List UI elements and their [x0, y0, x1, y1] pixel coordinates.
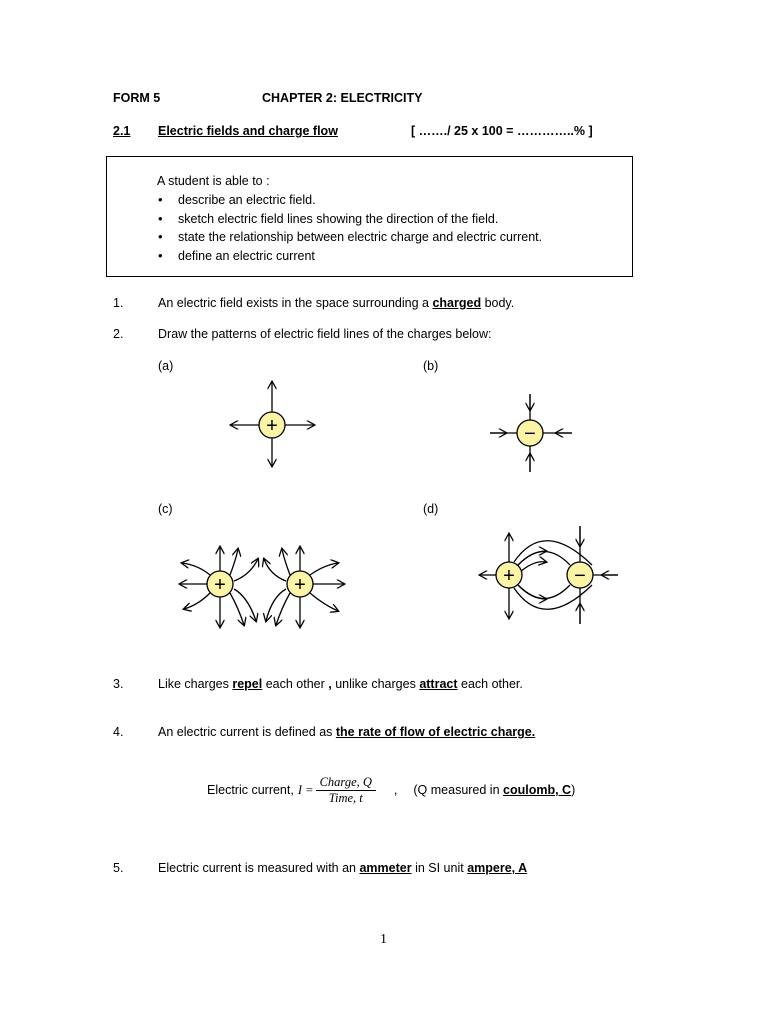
objectives-list — [157, 191, 542, 265]
objectives-box — [106, 156, 633, 277]
note-answer: coulomb, C — [503, 783, 572, 797]
objectives-intro: A student is able to : — [157, 174, 270, 188]
objective-item: • define an electric current — [157, 247, 542, 266]
current-formula — [207, 770, 575, 810]
formula-label: Electric current, — [207, 783, 294, 797]
form-label: FORM 5 — [113, 91, 161, 105]
charge-sign: − — [574, 565, 586, 587]
q4-text-pre: An electric current is defined as — [158, 725, 336, 739]
q3-text-part: each other — [262, 677, 329, 691]
q3-text-part: unlike charges — [331, 677, 420, 691]
charge-sign: + — [294, 574, 306, 596]
q4-text — [158, 725, 535, 739]
label-c: (c) — [158, 502, 173, 516]
objective-item: • state the relationship between electric charge and electric current. — [157, 228, 542, 247]
charge-sign: + — [214, 574, 226, 596]
q4-number: 4. — [113, 725, 124, 739]
diagram-b-negative-charge — [482, 388, 582, 478]
q3-comma: , — [328, 677, 332, 691]
chapter-title: CHAPTER 2: ELECTRICITY — [262, 91, 423, 105]
objective-item: • describe an electric field. — [157, 191, 542, 210]
q3-text — [158, 677, 523, 691]
formula-lhs: I = — [297, 782, 314, 797]
score-field: [ ……./ 25 x 100 = …………..% ] — [411, 124, 593, 138]
note-post: ) — [571, 783, 576, 797]
diagram-a-positive-charge — [222, 374, 322, 474]
formula-fraction — [316, 775, 376, 806]
label-a: (a) — [158, 359, 174, 373]
q3-text-part: Like charges — [158, 677, 233, 691]
q5-text-mid: in SI unit — [411, 861, 468, 875]
q5-text-pre: Electric current is measured with an — [158, 861, 360, 875]
q1-text-pre: An electric field exists in the space surrounding a — [158, 296, 433, 310]
note-pre: (Q measured in — [413, 783, 504, 797]
formula-denominator: Time, t — [328, 790, 363, 805]
formula-separator: , — [393, 783, 398, 797]
charge-sign: + — [503, 565, 515, 587]
section-number: 2.1 — [113, 124, 131, 138]
q2-number: 2. — [113, 327, 124, 341]
charge-sign: − — [524, 423, 536, 445]
q1-answer: charged — [432, 296, 482, 310]
q2-text: Draw the patterns of electric field lines of the charges below: — [158, 327, 492, 341]
q3-number: 3. — [113, 677, 124, 691]
diagram-c-two-positive-charges — [172, 537, 352, 633]
objective-item: • sketch electric field lines showing the direction of the field. — [157, 210, 542, 229]
diagram-d-positive-negative-charges — [474, 520, 624, 628]
q5-text — [158, 861, 527, 875]
formula-numerator: Charge, Q — [316, 775, 376, 791]
q3-answer-attract: attract — [419, 677, 458, 691]
q1-number: 1. — [113, 296, 124, 310]
formula-note — [413, 783, 575, 797]
q3-text-part: each other. — [457, 677, 523, 691]
page-number: 1 — [380, 932, 387, 947]
label-d: (d) — [423, 502, 439, 516]
section-title: Electric fields and charge flow — [158, 124, 338, 138]
q5-answer-ammeter: ammeter — [359, 861, 412, 875]
q5-answer-ampere: ampere, A — [467, 861, 528, 875]
q1-text-post: body. — [481, 296, 515, 310]
q5-number: 5. — [113, 861, 124, 875]
charge-sign: + — [266, 415, 278, 437]
label-b: (b) — [423, 359, 439, 373]
q1-text — [158, 296, 514, 310]
q4-answer: the rate of flow of electric charge. — [335, 725, 536, 739]
q3-answer-repel: repel — [232, 677, 263, 691]
